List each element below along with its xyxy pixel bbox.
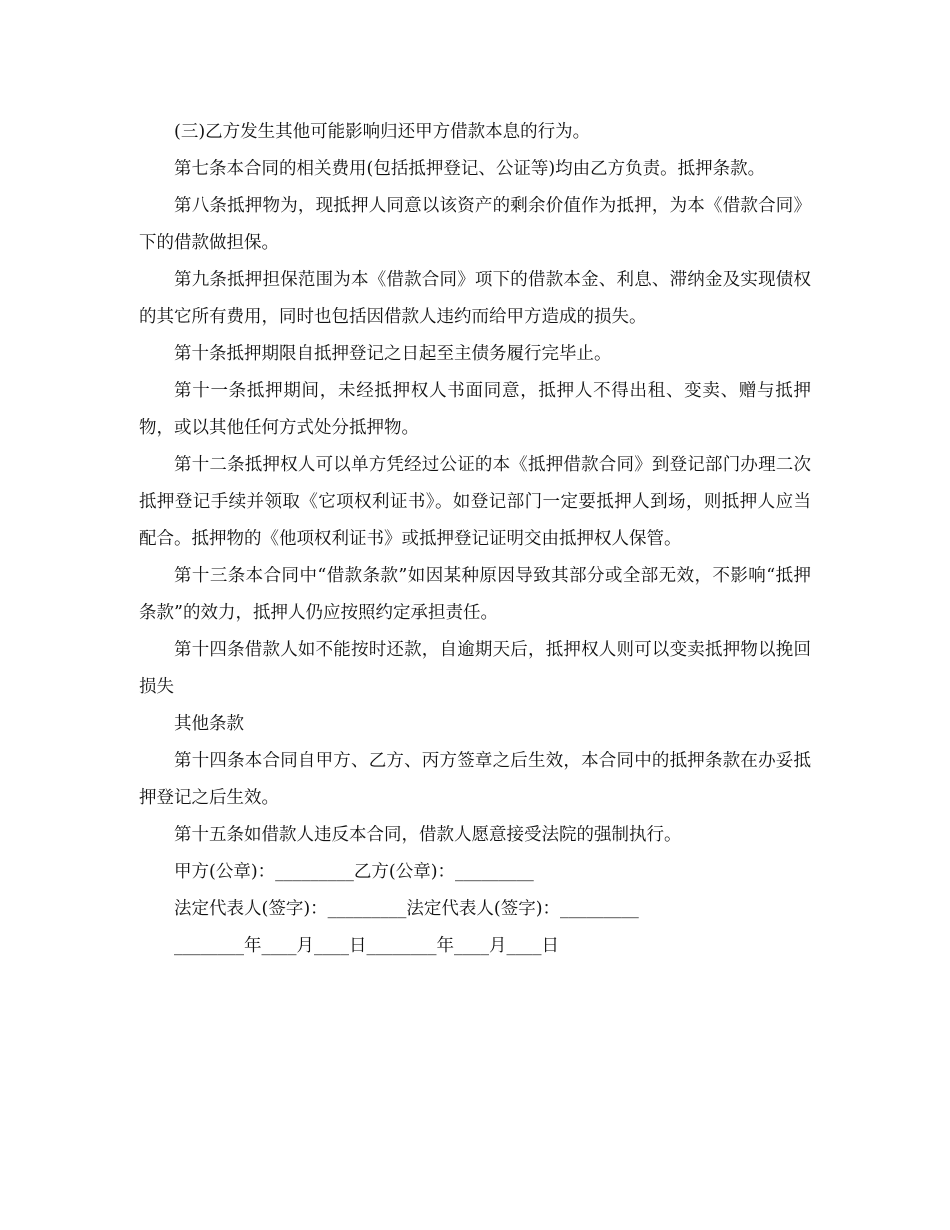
signature-dates: ________年____月____日________年____月____日 <box>174 936 559 956</box>
clause-article-11: 第十一条抵押期间，未经抵押权人书面同意，抵押人不得出租、变卖、赠与抵押物，或以其他任何方式处分抵押物。 <box>139 381 811 438</box>
clause-article-15: 第十五条如借款人违反本合同，借款人愿意接受法院的强制执行。 <box>174 825 682 845</box>
clause-article-9: 第九条抵押担保范围为本《借款合同》项下的借款本金、利息、滞纳金及实现债权的其它所有费用，同时也包括因借款人违约而给甲方造成的损失。 <box>139 270 811 327</box>
document-body <box>139 114 811 965</box>
clause-article-14-default: 第十四条借款人如不能按时还款，自逾期天后，抵押权人则可以变卖抵押物以挽回损失 <box>139 640 811 697</box>
clause-article-10: 第十条抵押期限自抵押登记之日起至主债务履行完毕止。 <box>174 344 612 364</box>
signature-party-seals: 甲方(公章)：_________乙方(公章)：_________ <box>174 862 534 882</box>
clause-article-14-effective: 第十四条本合同自甲方、乙方、丙方签章之后生效，本合同中的抵押条款在办妥抵押登记之后生效。 <box>139 751 811 808</box>
signature-legal-representatives: 法定代表人(签字)：_________法定代表人(签字)：_________ <box>174 899 639 919</box>
clause-article-8: 第八条抵押物为，现抵押人同意以该资产的剩余价值作为抵押，为本《借款合同》下的借款做担保。 <box>139 196 811 253</box>
clause-paragraph-3-other-acts: (三)乙方发生其他可能影响归还甲方借款本息的行为。 <box>174 122 591 142</box>
clause-article-12: 第十二条抵押权人可以单方凭经过公证的本《抵押借款合同》到登记部门办理二次抵押登记手续并领取《它项权利证书》。如登记部门一定要抵押人到场，则抵押人应当配合。抵押物的《他项权利证书》或抵押登记证明交由抵押权人保管。 <box>139 455 811 549</box>
section-heading-other-terms: 其他条款 <box>174 714 244 734</box>
clause-article-13: 第十三条本合同中“借款条款”如因某种原因导致其部分或全部无效，不影响“抵押条款”的效力，抵押人仍应按照约定承担责任。 <box>139 566 811 623</box>
clause-article-7: 第七条本合同的相关费用(包括抵押登记、公证等)均由乙方负责。抵押条款。 <box>174 159 766 179</box>
